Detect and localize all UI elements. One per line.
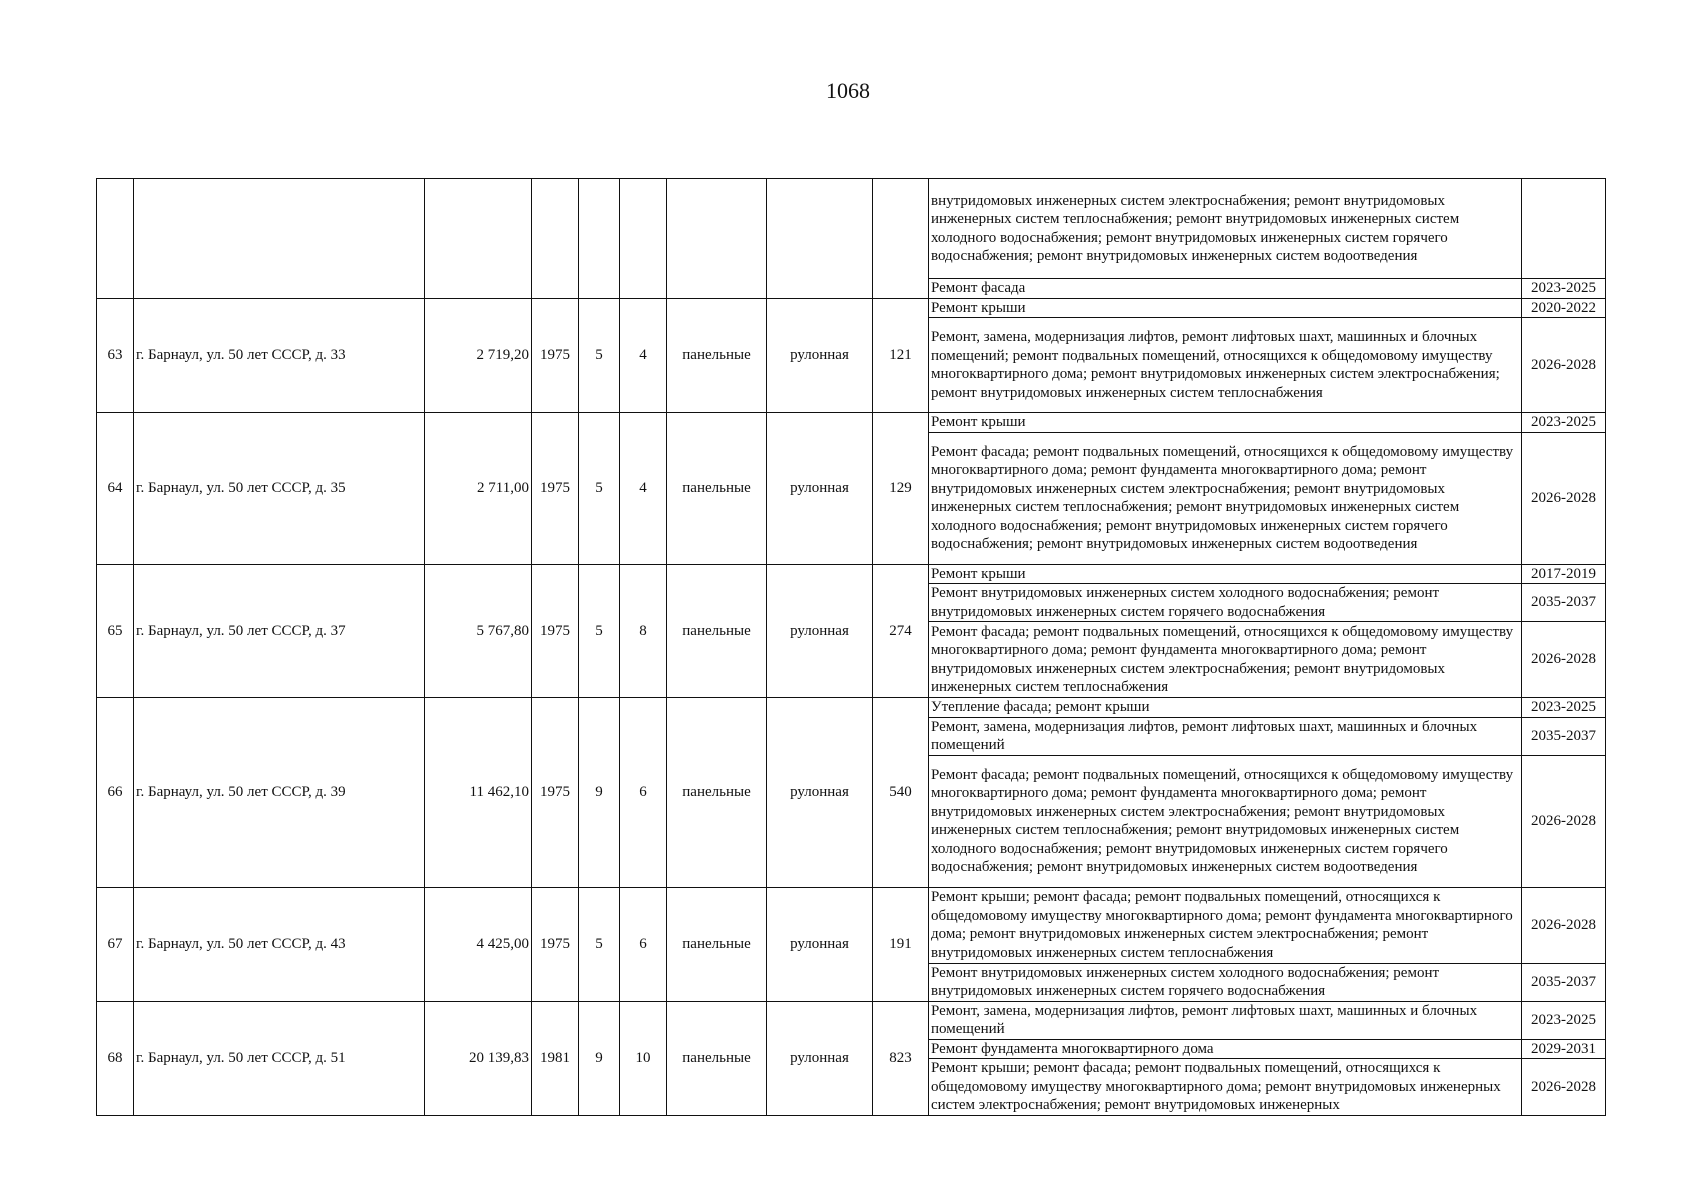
work-period: 2035-2037 <box>1522 584 1606 622</box>
work-period: 2029-2031 <box>1522 1039 1606 1059</box>
work-period: 2023-2025 <box>1522 279 1606 299</box>
building-row <box>97 698 1606 718</box>
work-description: Ремонт крыши; ремонт фасада; ремонт подвальных помещений, относящихся к общедомовому имуществу многоквартирного дома; ремонт внутридомовых инженерных систем электроснабжения; ремонт внутридомовых инженерных <box>929 1059 1522 1116</box>
building-address: г. Барнаул, ул. 50 лет СССР, д. 43 <box>134 887 425 1001</box>
work-description: Ремонт фасада <box>929 279 1522 299</box>
residents-count: 129 <box>873 413 929 565</box>
building-number: 64 <box>97 413 134 565</box>
cell-residents <box>873 179 929 299</box>
wall-material: панельные <box>667 564 767 698</box>
work-period: 2026-2028 <box>1522 622 1606 698</box>
building-year: 1975 <box>532 564 579 698</box>
work-period: 2023-2025 <box>1522 1001 1606 1039</box>
work-period: 2026-2028 <box>1522 755 1606 887</box>
building-area: 2 711,00 <box>425 413 532 565</box>
work-description: Ремонт фасада; ремонт подвальных помещений, относящихся к общедомовому имуществу многоквартирного дома; ремонт фундамента многоквартирного дома; ремонт внутридомовых инженерных систем электроснабжения; ремонт внутридомовых инженерных систем теплоснабжения <box>929 622 1522 698</box>
work-description: Ремонт крыши <box>929 564 1522 584</box>
work-description: Утепление фасада; ремонт крыши <box>929 698 1522 718</box>
building-number: 65 <box>97 564 134 698</box>
building-area: 4 425,00 <box>425 887 532 1001</box>
work-period: 2017-2019 <box>1522 564 1606 584</box>
work-description: Ремонт внутридомовых инженерных систем холодного водоснабжения; ремонт внутридомовых инженерных систем горячего водоснабжения <box>929 963 1522 1001</box>
work-period: 2026-2028 <box>1522 887 1606 963</box>
building-address: г. Барнаул, ул. 50 лет СССР, д. 39 <box>134 698 425 888</box>
page-number: 1068 <box>826 78 870 103</box>
building-entrances: 4 <box>620 413 667 565</box>
wall-material: панельные <box>667 698 767 888</box>
work-description: Ремонт фасада; ремонт подвальных помещений, относящихся к общедомовому имуществу многоквартирного дома; ремонт фундамента многоквартирного дома; ремонт внутридомовых инженерных систем электроснабжения; ремонт внутридомовых инженерных систем теплоснабжения; ремонт внутридомовых инженерных систем холодного водоснабжения; ремонт внутридомовых инженерных систем горячего водоснабжения; ремонт внутридомовых инженерных систем водоотведения <box>929 755 1522 887</box>
building-area: 5 767,80 <box>425 564 532 698</box>
building-address: г. Барнаул, ул. 50 лет СССР, д. 37 <box>134 564 425 698</box>
roof-type: рулонная <box>767 413 873 565</box>
building-area: 11 462,10 <box>425 698 532 888</box>
roof-type: рулонная <box>767 298 873 413</box>
cell-entrances <box>620 179 667 299</box>
building-year: 1981 <box>532 1001 579 1116</box>
building-row <box>97 564 1606 584</box>
building-address: г. Барнаул, ул. 50 лет СССР, д. 33 <box>134 298 425 413</box>
work-description: Ремонт крыши <box>929 413 1522 433</box>
building-entrances: 6 <box>620 887 667 1001</box>
building-address: г. Барнаул, ул. 50 лет СССР, д. 51 <box>134 1001 425 1116</box>
cell-num <box>97 179 134 299</box>
residents-count: 121 <box>873 298 929 413</box>
repair-schedule-table <box>96 178 1606 1116</box>
wall-material: панельные <box>667 413 767 565</box>
work-description: Ремонт фасада; ремонт подвальных помещений, относящихся к общедомовому имуществу многоквартирного дома; ремонт фундамента многоквартирного дома; ремонт внутридомовых инженерных систем электроснабжения; ремонт внутридомовых инженерных систем теплоснабжения; ремонт внутридомовых инженерных систем холодного водоснабжения; ремонт внутридомовых инженерных систем горячего водоснабжения; ремонт внутридомовых инженерных систем водоотведения <box>929 432 1522 564</box>
work-period: 2023-2025 <box>1522 413 1606 433</box>
continuation-row <box>97 179 1606 279</box>
wall-material: панельные <box>667 887 767 1001</box>
work-description: Ремонт крыши; ремонт фасада; ремонт подвальных помещений, относящихся к общедомовому имуществу многоквартирного дома; ремонт фундамента многоквартирного дома; ремонт внутридомовых инженерных систем электроснабжения; ремонт внутридомовых инженерных систем теплоснабжения <box>929 887 1522 963</box>
work-period: 2020-2022 <box>1522 298 1606 318</box>
building-year: 1975 <box>532 698 579 888</box>
work-period: 2035-2037 <box>1522 717 1606 755</box>
building-floors: 5 <box>579 413 620 565</box>
roof-type: рулонная <box>767 564 873 698</box>
building-row <box>97 1001 1606 1039</box>
building-entrances: 4 <box>620 298 667 413</box>
work-period: 2023-2025 <box>1522 698 1606 718</box>
work-description: Ремонт, замена, модернизация лифтов, ремонт лифтовых шахт, машинных и блочных помещений <box>929 1001 1522 1039</box>
building-number: 68 <box>97 1001 134 1116</box>
building-floors: 9 <box>579 1001 620 1116</box>
building-year: 1975 <box>532 413 579 565</box>
building-address: г. Барнаул, ул. 50 лет СССР, д. 35 <box>134 413 425 565</box>
residents-count: 191 <box>873 887 929 1001</box>
building-floors: 9 <box>579 698 620 888</box>
work-period <box>1522 179 1606 279</box>
cell-roof <box>767 179 873 299</box>
building-area: 2 719,20 <box>425 298 532 413</box>
work-period: 2026-2028 <box>1522 432 1606 564</box>
roof-type: рулонная <box>767 698 873 888</box>
work-description: внутридомовых инженерных систем электроснабжения; ремонт внутридомовых инженерных систем теплоснабжения; ремонт внутридомовых инженерных систем холодного водоснабжения; ремонт внутридомовых инженерных систем горячего водоснабжения; ремонт внутридомовых инженерных систем водоотведения <box>929 179 1522 279</box>
work-description: Ремонт фундамента многоквартирного дома <box>929 1039 1522 1059</box>
roof-type: рулонная <box>767 1001 873 1116</box>
building-row <box>97 413 1606 433</box>
building-row <box>97 298 1606 318</box>
building-number: 66 <box>97 698 134 888</box>
roof-type: рулонная <box>767 887 873 1001</box>
building-year: 1975 <box>532 298 579 413</box>
wall-material: панельные <box>667 1001 767 1116</box>
building-entrances: 10 <box>620 1001 667 1116</box>
work-period: 2026-2028 <box>1522 1059 1606 1116</box>
cell-address <box>134 179 425 299</box>
building-floors: 5 <box>579 887 620 1001</box>
building-floors: 5 <box>579 564 620 698</box>
residents-count: 823 <box>873 1001 929 1116</box>
work-description: Ремонт, замена, модернизация лифтов, ремонт лифтовых шахт, машинных и блочных помещений; ремонт подвальных помещений, относящихся к общедомовому имуществу многоквартирного дома; ремонт внутридомовых инженерных систем электроснабжения; ремонт внутридомовых инженерных систем теплоснабжения <box>929 318 1522 413</box>
building-floors: 5 <box>579 298 620 413</box>
building-area: 20 139,83 <box>425 1001 532 1116</box>
building-entrances: 6 <box>620 698 667 888</box>
building-entrances: 8 <box>620 564 667 698</box>
residents-count: 540 <box>873 698 929 888</box>
cell-floors <box>579 179 620 299</box>
work-description: Ремонт внутридомовых инженерных систем холодного водоснабжения; ремонт внутридомовых инженерных систем горячего водоснабжения <box>929 584 1522 622</box>
work-period: 2035-2037 <box>1522 963 1606 1001</box>
building-number: 67 <box>97 887 134 1001</box>
cell-year <box>532 179 579 299</box>
wall-material: панельные <box>667 298 767 413</box>
building-year: 1975 <box>532 887 579 1001</box>
building-row <box>97 887 1606 963</box>
work-description: Ремонт, замена, модернизация лифтов, ремонт лифтовых шахт, машинных и блочных помещений <box>929 717 1522 755</box>
cell-walls <box>667 179 767 299</box>
residents-count: 274 <box>873 564 929 698</box>
work-description: Ремонт крыши <box>929 298 1522 318</box>
cell-area <box>425 179 532 299</box>
work-period: 2026-2028 <box>1522 318 1606 413</box>
building-number: 63 <box>97 298 134 413</box>
